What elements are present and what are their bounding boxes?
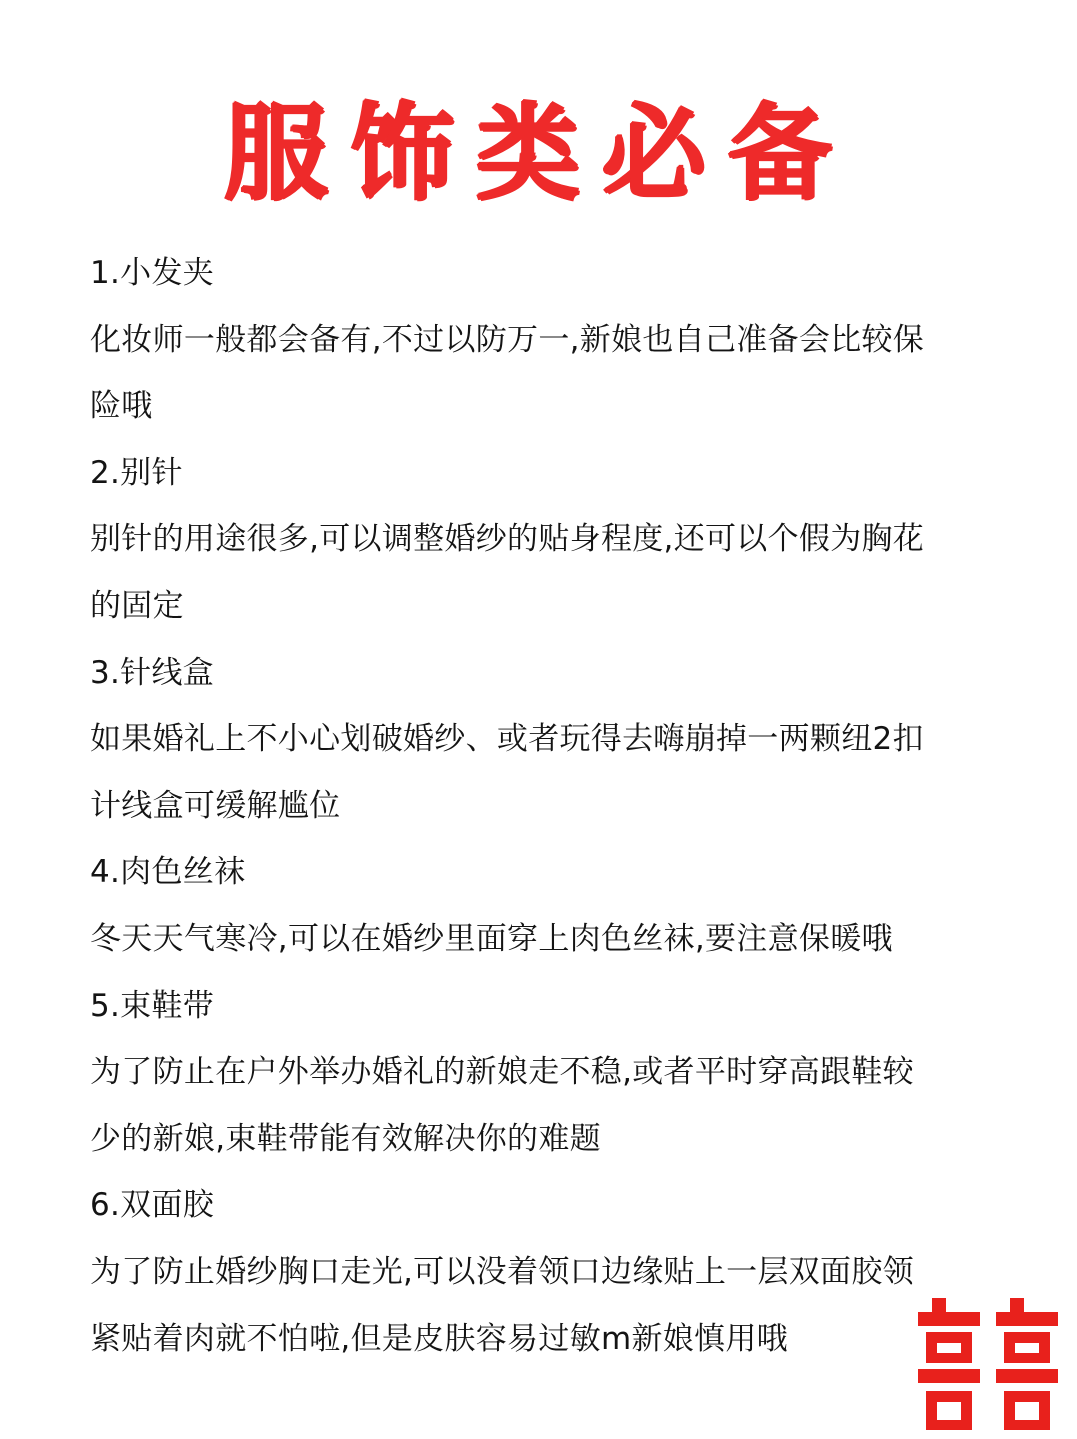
item-2-heading: 2.别针 bbox=[90, 454, 183, 491]
item-6-heading: 6.双面胶 bbox=[90, 1187, 215, 1224]
item-2-text: 别针的用途很多,可以调整婚纱的贴身程度,还可以个假为胸花 bbox=[90, 521, 925, 558]
page-title: 服饰类必备 bbox=[223, 91, 854, 214]
item-5-text: 为了防止在户外举办婚礼的新娘走不稳,或者平时穿高跟鞋较 bbox=[90, 1054, 914, 1091]
item-1-text-cont: 险哦 bbox=[90, 388, 153, 425]
double-happiness-icon bbox=[918, 1298, 1058, 1439]
item-3-heading: 3.针线盒 bbox=[90, 654, 215, 691]
item-3-text-cont: 计线盒可缓解尴位 bbox=[90, 787, 341, 824]
item-1-text: 化妆师一般都会备有,不过以防万一,新娘也自己准备会比较保 bbox=[90, 321, 925, 358]
item-5-text-cont: 少的新娘,束鞋带能有效解决你的难题 bbox=[90, 1120, 601, 1157]
item-4-text: 冬天天气寒冷,可以在婚纱里面穿上肉色丝袜,要注意保暖哦 bbox=[90, 920, 893, 957]
item-2-text-cont: 的固定 bbox=[90, 587, 184, 624]
item-4-heading: 4.肉色丝袜 bbox=[90, 854, 246, 891]
item-6-text: 为了防止婚纱胸口走光,可以没着领口边缘贴上一层双面胶领 bbox=[90, 1253, 914, 1290]
item-1-heading: 1.小发夹 bbox=[90, 255, 215, 291]
item-5-heading: 5.束鞋带 bbox=[90, 987, 215, 1024]
item-list bbox=[90, 240, 990, 1372]
item-6-text-cont: 紧贴着肉就不怕啦,但是皮肤容易过敏m新娘慎用哦 bbox=[90, 1320, 788, 1357]
item-3-text: 如果婚礼上不小心划破婚纱、或者玩得去嗨崩掉一两颗纽2扣 bbox=[90, 721, 924, 758]
